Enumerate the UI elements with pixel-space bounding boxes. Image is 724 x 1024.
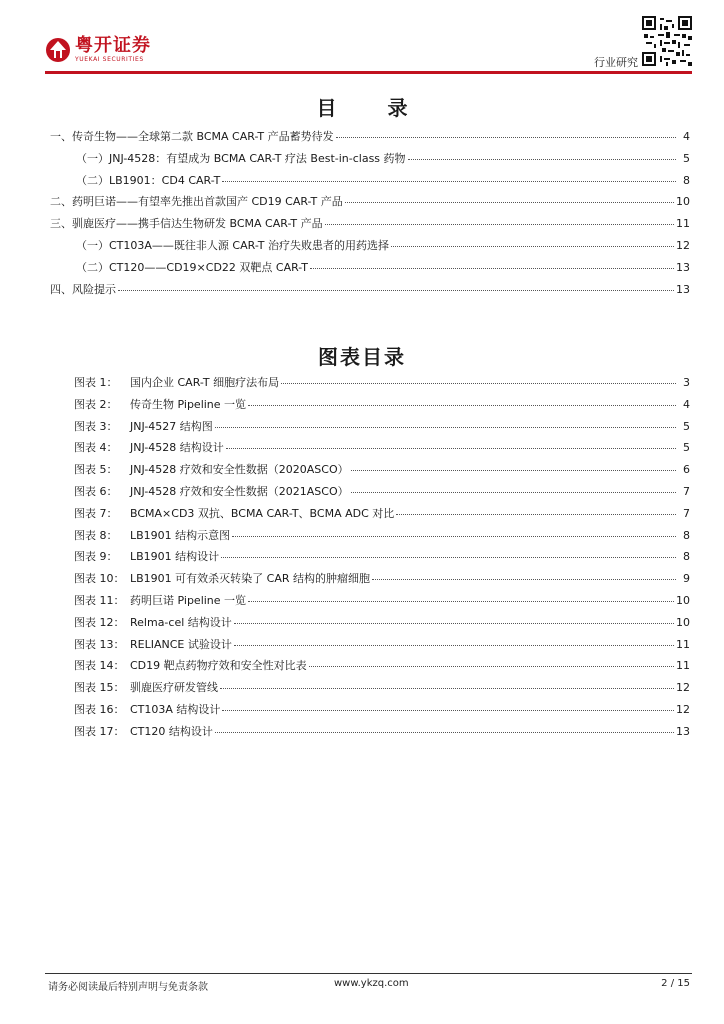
footer-disclaimer: 请务必阅读最后特别声明与免责条款 — [48, 982, 208, 993]
toc-entry[interactable]: 一、传奇生物——全球第二款 BCMA CAR-T 产品蓄势待发 4 — [50, 130, 690, 143]
figure-entry[interactable]: 图表 10： LB1901 可有效杀灭转染了 CAR 结构的肿瘤细胞 9 — [74, 572, 690, 586]
toc-entry[interactable]: 四、风险提示 13 — [50, 282, 690, 296]
toc-entry[interactable]: （二）LB1901：CD4 CAR-T 8 — [76, 173, 690, 187]
figure-entry[interactable]: 图表 14： CD19 靶点药物疗效和安全性对比表 11 — [74, 659, 690, 673]
qr-code-icon — [642, 16, 692, 66]
figures-title: 图表目录 — [318, 345, 406, 369]
figure-entry[interactable]: 图表 2： 传奇生物 Pipeline 一览 4 — [74, 397, 690, 411]
brand-name-en: YUEKAI SECURITIES — [75, 56, 144, 63]
page-number: 2 / 15 — [661, 978, 690, 989]
report-category: 行业研究 — [594, 56, 638, 69]
brand-name-cn: 粤开证券 — [75, 35, 151, 56]
company-logo — [45, 36, 151, 63]
figure-entry[interactable]: 图表 1： 国内企业 CAR-T 细胞疗法布局 3 — [74, 376, 690, 389]
toc-title: 目 录 — [316, 96, 430, 120]
figure-entry[interactable]: 图表 11： 药明巨诺 Pipeline 一览 10 — [74, 593, 690, 607]
header-divider — [45, 71, 692, 74]
footer-website[interactable]: www.ykzq.com — [334, 978, 409, 989]
figure-entry[interactable]: 图表 9： LB1901 结构设计 8 — [74, 550, 690, 564]
yuekai-logo-icon — [45, 37, 71, 63]
figure-entry[interactable]: 图表 5： JNJ-4528 疗效和安全性数据（2020ASCO） 6 — [74, 463, 690, 477]
toc-entry[interactable]: 二、药明巨诺——有望率先推出首款国产 CD19 CAR-T 产品 10 — [50, 195, 690, 209]
toc-entry[interactable]: （一）JNJ-4528：有望成为 BCMA CAR-T 疗法 Best-in-class 药物 5 — [76, 151, 690, 165]
figure-entry[interactable]: 图表 15： 驯鹿医疗研发管线 12 — [74, 681, 690, 695]
figure-entry[interactable]: 图表 3： JNJ-4527 结构图 5 — [74, 419, 690, 433]
toc-list — [50, 128, 690, 302]
figure-entry[interactable]: 图表 13： RELIANCE 试验设计 11 — [74, 637, 690, 651]
toc-entry[interactable]: 三、驯鹿医疗——携手信达生物研发 BCMA CAR-T 产品 11 — [50, 217, 690, 231]
footer-divider — [45, 973, 692, 974]
figure-entry[interactable]: 图表 12： Relma-cel 结构设计 10 — [74, 615, 690, 629]
toc-entry[interactable]: （二）CT120——CD19×CD22 双靶点 CAR-T 13 — [76, 260, 690, 274]
figure-entry[interactable]: 图表 17： CT120 结构设计 13 — [74, 724, 690, 738]
figure-entry[interactable]: 图表 16： CT103A 结构设计 12 — [74, 702, 690, 716]
figure-entry[interactable]: 图表 7： BCMA×CD3 双抗、BCMA CAR-T、BCMA ADC 对比 7 — [74, 506, 690, 520]
figure-entry[interactable]: 图表 6： JNJ-4528 疗效和安全性数据（2021ASCO） 7 — [74, 484, 690, 498]
figure-entry[interactable]: 图表 8： LB1901 结构示意图 8 — [74, 528, 690, 542]
figure-entry[interactable]: 图表 4： JNJ-4528 结构设计 5 — [74, 441, 690, 455]
toc-entry[interactable]: （一）CT103A——既往非人源 CAR-T 治疗失败患者的用药选择 12 — [76, 238, 690, 252]
figures-list — [50, 374, 690, 745]
